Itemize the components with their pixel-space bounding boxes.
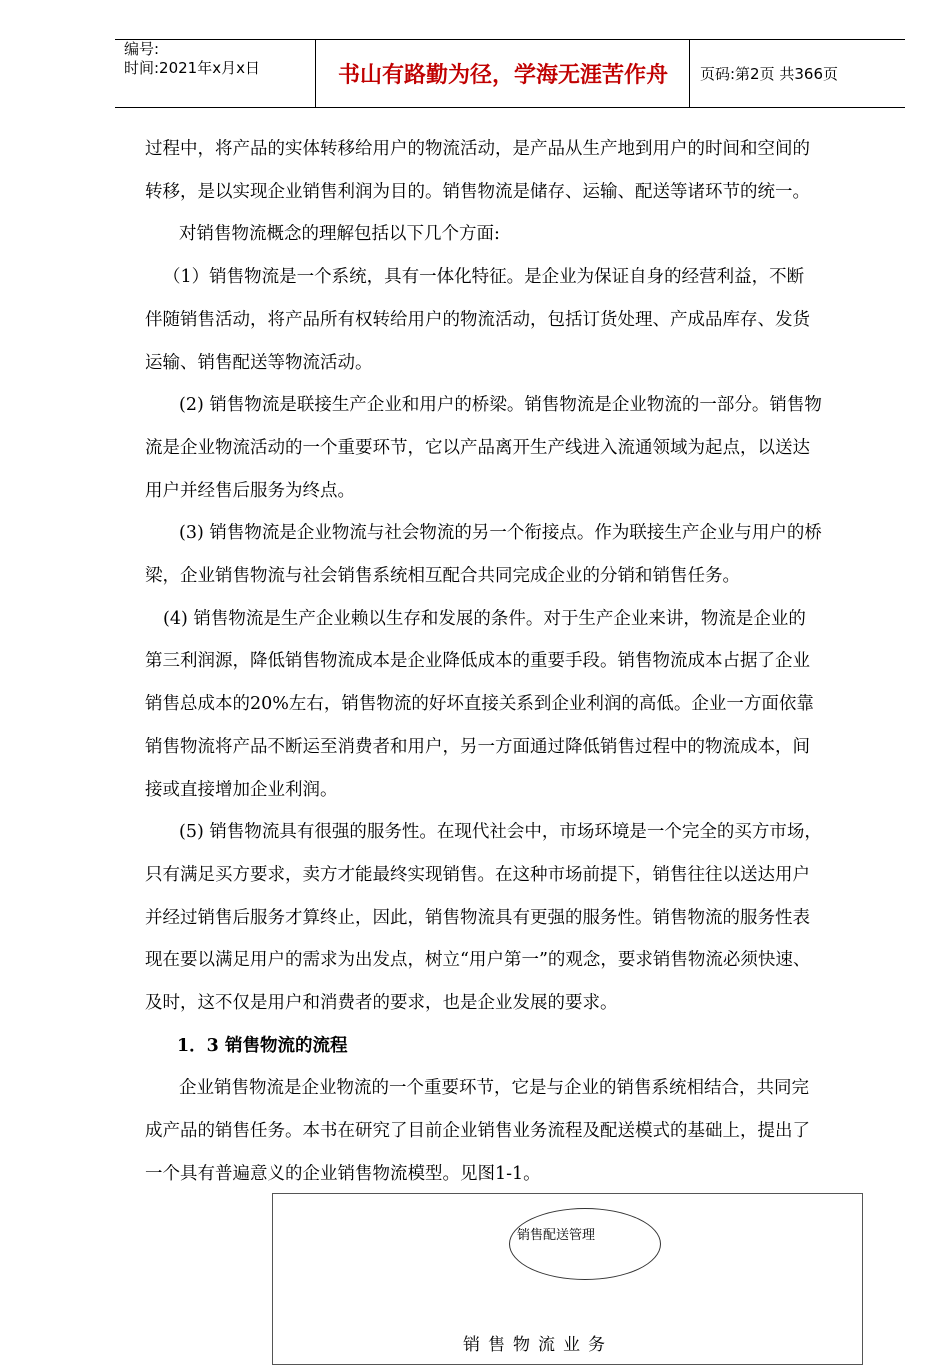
body-line: 运输、销售配送等物流活动。 xyxy=(145,352,373,373)
page-number-info: 页码:第2页 共366页 xyxy=(700,65,838,83)
header-motto: 书山有路勤为径，学海无涯苦作舟 xyxy=(337,63,668,88)
document-body xyxy=(145,128,885,1196)
body-line: 伴随销售活动，将产品所有权转给用户的物流活动，包括订货处理、产成品库存、发货 xyxy=(145,309,810,330)
body-line: 一个具有普遍意义的企业销售物流模型。见图1-1。 xyxy=(145,1163,541,1184)
section-heading: 1．3 销售物流的流程 xyxy=(177,1035,348,1056)
body-line: 及时，这不仅是用户和消费者的要求，也是企业发展的要求。 xyxy=(145,993,618,1014)
body-line: 第三利润源，降低销售物流成本是企业降低成本的重要手段。销售物流成本占据了企业 xyxy=(145,651,810,672)
body-line: 只有满足买方要求，卖方才能最终实现销售。在这种市场前提下，销售往往以送达用户 xyxy=(145,864,810,885)
page-header xyxy=(0,0,950,110)
header-meta xyxy=(124,40,260,78)
document-number-label: 编号: xyxy=(124,40,160,58)
body-line: 过程中，将产品的实体转移给用户的物流活动，是产品从生产地到用户的时间和空间的 xyxy=(145,139,810,159)
body-line: (4) 销售物流是生产企业赖以生存和发展的条件。对于生产企业来讲，物流是企业的 xyxy=(163,608,806,629)
body-line: 梁，企业销售物流与社会销售系统相互配合共同完成企业的分销和销售任务。 xyxy=(145,566,740,587)
diagram-node-ellipse xyxy=(509,1208,661,1280)
diagram-node-label: 销售配送管理 xyxy=(517,1228,596,1243)
body-line: 现在要以满足用户的需求为出发点，树立“用户第一”的观念，要求销售物流必须快速、 xyxy=(145,950,811,971)
body-line: 销售物流将产品不断运至消费者和用户，另一方面通过降低销售过程中的物流成本，间 xyxy=(145,736,810,757)
body-line: (3) 销售物流是企业物流与社会物流的另一个衔接点。作为联接生产企业与用户的桥 xyxy=(179,523,822,544)
body-line: (2) 销售物流是联接生产企业和用户的桥梁。销售物流是企业物流的一部分。销售物 xyxy=(179,395,822,416)
body-line: 销售总成本的20%左右，销售物流的好坏直接关系到企业利润的高低。企业一方面依靠 xyxy=(145,694,814,715)
figure-1-1-diagram xyxy=(272,1193,863,1365)
body-line: 转移，是以实现企业销售利润为目的。销售物流是储存、运输、配送等诸环节的统一。 xyxy=(145,181,810,202)
body-line: 成产品的销售任务。本书在研究了目前企业销售业务流程及配送模式的基础上，提出了 xyxy=(145,1121,810,1142)
body-line: 用户并经售后服务为终点。 xyxy=(145,480,355,501)
body-line: 对销售物流概念的理解包括以下几个方面: xyxy=(179,224,500,245)
body-line: 企业销售物流是企业物流的一个重要环节，它是与企业的销售系统相结合，共同完 xyxy=(179,1078,809,1099)
document-time-label: 时间:2021年x月x日 xyxy=(124,59,260,77)
body-line: 流是企业物流活动的一个重要环节，它以产品离开生产线进入流通领域为起点，以送达 xyxy=(145,437,810,458)
body-line: (5) 销售物流具有很强的服务性。在现代社会中，市场环境是一个完全的买方市场， xyxy=(179,822,822,843)
body-line: 接或直接增加企业利润。 xyxy=(145,779,338,800)
header-bottom-rule xyxy=(115,107,905,108)
diagram-node-label: 销售物流业务 xyxy=(463,1335,613,1355)
body-line: 并经过销售后服务才算终止，因此，销售物流具有更强的服务性。销售物流的服务性表 xyxy=(145,907,810,928)
body-line: （1）销售物流是一个系统，具有一体化特征。是企业为保证自身的经营利益，不断 xyxy=(163,267,805,288)
